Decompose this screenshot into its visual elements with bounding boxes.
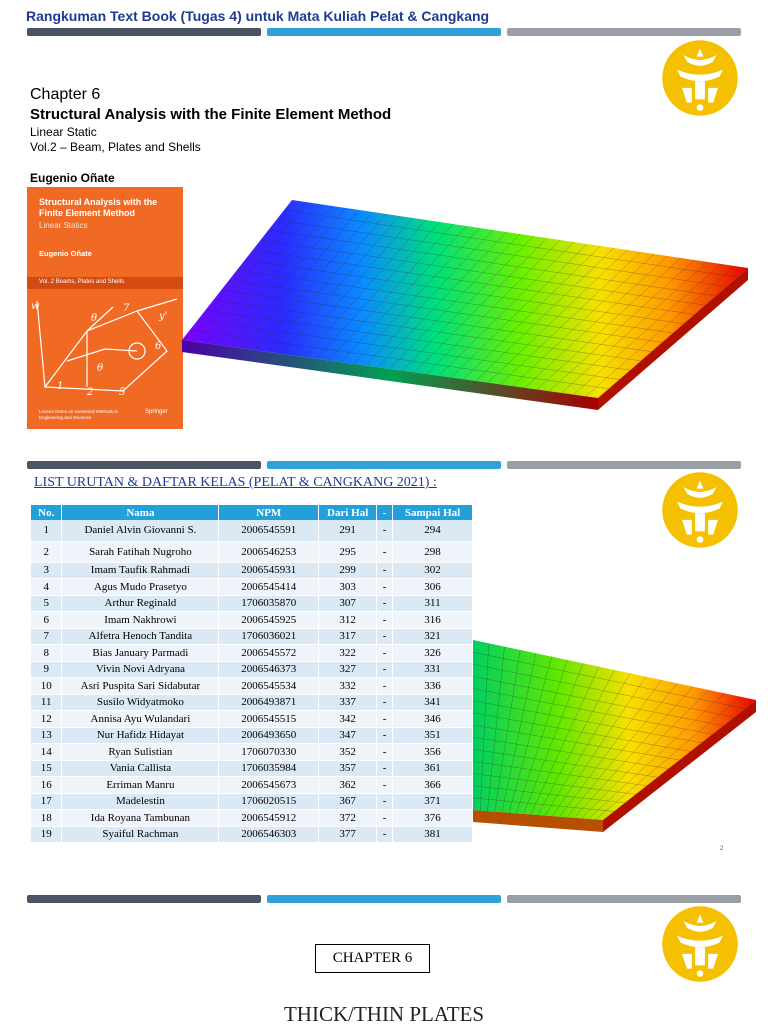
table-cell: Asri Puspita Sari Sidabutar xyxy=(62,678,219,695)
list-title: LIST URUTAN & DAFTAR KELAS (PELAT & CANGKANG 2021) : xyxy=(34,475,437,490)
table-cell: 8 xyxy=(31,645,62,662)
section-title: THICK/THIN PLATES xyxy=(283,1002,485,1024)
book-title: Structural Analysis with the Finite Element Method xyxy=(30,106,392,123)
table-cell: 294 xyxy=(393,520,473,541)
table-cell: 9 xyxy=(31,661,62,678)
cover-diagram-icon xyxy=(27,291,183,403)
table-cell: 5 xyxy=(31,595,62,612)
table-cell: 2006545591 xyxy=(219,520,319,541)
table-cell: - xyxy=(377,661,393,678)
table-cell: 15 xyxy=(31,760,62,777)
table-row xyxy=(31,612,473,629)
university-logo-icon xyxy=(659,469,741,551)
table-cell: - xyxy=(377,541,393,562)
fem-plate-illustration xyxy=(182,198,748,410)
table-cell: Imam Nakhrowi xyxy=(62,612,219,629)
table-cell: Susilo Widyatmoko xyxy=(62,694,219,711)
column-header: Nama xyxy=(62,505,219,520)
table-row xyxy=(31,760,473,777)
table-row xyxy=(31,579,473,596)
cover-publisher: Springer xyxy=(145,409,168,415)
table-cell: Daniel Alvin Giovanni S. xyxy=(62,520,219,541)
table-cell: - xyxy=(377,579,393,596)
book-volume: Vol.2 – Beam, Plates and Shells xyxy=(30,140,201,154)
table-row xyxy=(31,711,473,728)
table-cell: Erriman Manru xyxy=(62,777,219,794)
table-row xyxy=(31,826,473,843)
table-cell: 4 xyxy=(31,579,62,596)
table-cell: 11 xyxy=(31,694,62,711)
table-row xyxy=(31,541,473,562)
table-row xyxy=(31,661,473,678)
table-header-row xyxy=(31,505,473,520)
table-cell: 1706020515 xyxy=(219,793,319,810)
table-cell: - xyxy=(377,810,393,827)
table-row xyxy=(31,678,473,695)
table-cell: 2006546253 xyxy=(219,541,319,562)
book-cover xyxy=(27,187,183,429)
table-cell: 317 xyxy=(319,628,377,645)
table-cell: 2006545925 xyxy=(219,612,319,629)
table-cell: 2006546303 xyxy=(219,826,319,843)
divider-gray-segment xyxy=(507,28,741,36)
table-cell: 341 xyxy=(393,694,473,711)
table-cell: 356 xyxy=(393,744,473,761)
table-cell: 381 xyxy=(393,826,473,843)
table-row xyxy=(31,562,473,579)
table-cell: 316 xyxy=(393,612,473,629)
table-cell: 2 xyxy=(31,541,62,562)
table-cell: 377 xyxy=(319,826,377,843)
table-cell: 1706036021 xyxy=(219,628,319,645)
divider-blue-segment xyxy=(267,461,501,469)
table-cell: 336 xyxy=(393,678,473,695)
divider-gray-segment xyxy=(507,461,741,469)
table-cell: 2006545534 xyxy=(219,678,319,695)
university-logo-icon xyxy=(659,903,741,985)
table-cell: 7 xyxy=(31,628,62,645)
list-divider xyxy=(27,461,741,469)
svg-text:w: w xyxy=(31,301,40,312)
table-cell: Nur Hafidz Hidayat xyxy=(62,727,219,744)
table-cell: Annisa Ayu Wulandari xyxy=(62,711,219,728)
table-cell: 18 xyxy=(31,810,62,827)
table-row xyxy=(31,744,473,761)
table-cell: 1706035984 xyxy=(219,760,319,777)
table-cell: 366 xyxy=(393,777,473,794)
table-cell: 3 xyxy=(31,562,62,579)
svg-text:y': y' xyxy=(159,311,168,322)
table-cell: 372 xyxy=(319,810,377,827)
column-header: No. xyxy=(31,505,62,520)
svg-text:7: 7 xyxy=(123,303,130,314)
table-cell: Syaiful Rachman xyxy=(62,826,219,843)
university-logo-icon xyxy=(659,37,741,119)
header-divider xyxy=(27,28,741,36)
svg-text:2: 2 xyxy=(87,387,94,398)
table-cell: 2006545572 xyxy=(219,645,319,662)
table-cell: Agus Mudo Prasetyo xyxy=(62,579,219,596)
table-cell: 1706070330 xyxy=(219,744,319,761)
table-row xyxy=(31,777,473,794)
table-cell: 376 xyxy=(393,810,473,827)
page-number: 2 xyxy=(720,846,724,852)
svg-text:θ: θ xyxy=(91,313,98,324)
table-cell: Vivin Novi Adryana xyxy=(62,661,219,678)
table-cell: Arthur Reginald xyxy=(62,595,219,612)
table-cell: 14 xyxy=(31,744,62,761)
cover-subtitle: Linear Statics xyxy=(39,221,88,230)
table-cell: 12 xyxy=(31,711,62,728)
table-cell: 16 xyxy=(31,777,62,794)
cover-title: Structural Analysis with the Finite Element Method xyxy=(39,197,158,218)
table-cell: 322 xyxy=(319,645,377,662)
table-cell: 311 xyxy=(393,595,473,612)
table-cell: 332 xyxy=(319,678,377,695)
table-cell: 357 xyxy=(319,760,377,777)
table-cell: 351 xyxy=(393,727,473,744)
table-cell: 306 xyxy=(393,579,473,596)
table-cell: 326 xyxy=(393,645,473,662)
table-cell: Imam Taufik Rahmadi xyxy=(62,562,219,579)
table-cell: 362 xyxy=(319,777,377,794)
table-cell: Alfetra Henoch Tandita xyxy=(62,628,219,645)
table-cell: 291 xyxy=(319,520,377,541)
table-cell: 303 xyxy=(319,579,377,596)
table-row xyxy=(31,810,473,827)
table-row xyxy=(31,520,473,541)
cover-author: Eugenio Oñate xyxy=(39,249,92,258)
table-cell: - xyxy=(377,612,393,629)
table-cell: - xyxy=(377,628,393,645)
table-cell: 2006546373 xyxy=(219,661,319,678)
table-cell: 337 xyxy=(319,694,377,711)
table-cell: 347 xyxy=(319,727,377,744)
table-cell: 17 xyxy=(31,793,62,810)
cover-volume: Vol. 2 Beams, Plates and Shells xyxy=(39,279,125,285)
divider-gray-segment xyxy=(507,895,741,903)
column-header: Dari Hal xyxy=(319,505,377,520)
cover-series: Lecture Notes on Numerical Methods in Engineering and Sciences xyxy=(39,409,119,420)
book-subtitle: Linear Static xyxy=(30,125,97,139)
table-cell: 331 xyxy=(393,661,473,678)
student-table xyxy=(31,505,473,843)
table-cell: - xyxy=(377,777,393,794)
table-cell: Madelestin xyxy=(62,793,219,810)
table-cell: 2006545673 xyxy=(219,777,319,794)
table-cell: 346 xyxy=(393,711,473,728)
table-cell: 1 xyxy=(31,520,62,541)
table-cell: - xyxy=(377,562,393,579)
table-cell: 371 xyxy=(393,793,473,810)
table-cell: 312 xyxy=(319,612,377,629)
divider-blue-segment xyxy=(267,28,501,36)
column-header: NPM xyxy=(219,505,319,520)
table-cell: 2006545931 xyxy=(219,562,319,579)
table-cell: 307 xyxy=(319,595,377,612)
table-cell: 361 xyxy=(393,760,473,777)
table-cell: - xyxy=(377,595,393,612)
table-cell: 2006545414 xyxy=(219,579,319,596)
table-cell: - xyxy=(377,744,393,761)
table-cell: - xyxy=(377,520,393,541)
table-cell: 6 xyxy=(31,612,62,629)
table-row xyxy=(31,793,473,810)
table-cell: 327 xyxy=(319,661,377,678)
table-row xyxy=(31,694,473,711)
svg-text:5: 5 xyxy=(119,387,126,398)
table-cell: Vania Callista xyxy=(62,760,219,777)
svg-text:θ: θ xyxy=(97,363,104,374)
book-author: Eugenio Oñate xyxy=(30,171,115,185)
table-cell: 10 xyxy=(31,678,62,695)
table-cell: 2006545515 xyxy=(219,711,319,728)
table-row xyxy=(31,727,473,744)
table-cell: - xyxy=(377,826,393,843)
column-header: - xyxy=(377,505,393,520)
chapter-divider xyxy=(27,895,741,903)
table-cell: 342 xyxy=(319,711,377,728)
table-cell: Sarah Fatihah Nugroho xyxy=(62,541,219,562)
table-cell: Ida Royana Tambunan xyxy=(62,810,219,827)
divider-dark-segment xyxy=(27,28,261,36)
table-cell: - xyxy=(377,760,393,777)
divider-blue-segment xyxy=(267,895,501,903)
table-cell: 298 xyxy=(393,541,473,562)
chapter-label: Chapter 6 xyxy=(30,86,101,103)
table-cell: 367 xyxy=(319,793,377,810)
divider-dark-segment xyxy=(27,895,261,903)
table-row xyxy=(31,595,473,612)
chapter-box: CHAPTER 6 xyxy=(315,944,430,973)
table-cell: 352 xyxy=(319,744,377,761)
table-cell: 1706035870 xyxy=(219,595,319,612)
table-cell: 299 xyxy=(319,562,377,579)
table-cell: 2006493650 xyxy=(219,727,319,744)
table-cell: 302 xyxy=(393,562,473,579)
table-cell: - xyxy=(377,645,393,662)
svg-text:1: 1 xyxy=(57,381,64,392)
table-cell: - xyxy=(377,678,393,695)
table-cell: - xyxy=(377,694,393,711)
column-header: Sampai Hal xyxy=(393,505,473,520)
table-row xyxy=(31,628,473,645)
table-cell: 321 xyxy=(393,628,473,645)
table-cell: 13 xyxy=(31,727,62,744)
table-cell: 2006545912 xyxy=(219,810,319,827)
table-cell: 2006493871 xyxy=(219,694,319,711)
table-row xyxy=(31,645,473,662)
svg-text:6: 6 xyxy=(155,341,162,352)
table-cell: Ryan Sulistian xyxy=(62,744,219,761)
table-cell: - xyxy=(377,727,393,744)
header-title: Rangkuman Text Book (Tugas 4) untuk Mata Kuliah Pelat & Cangkang xyxy=(26,8,490,24)
table-cell: - xyxy=(377,711,393,728)
table-cell: - xyxy=(377,793,393,810)
fem-plate-illustration-partial xyxy=(473,640,756,832)
table-cell: 19 xyxy=(31,826,62,843)
table-cell: 295 xyxy=(319,541,377,562)
divider-dark-segment xyxy=(27,461,261,469)
table-cell: Bias January Parmadi xyxy=(62,645,219,662)
